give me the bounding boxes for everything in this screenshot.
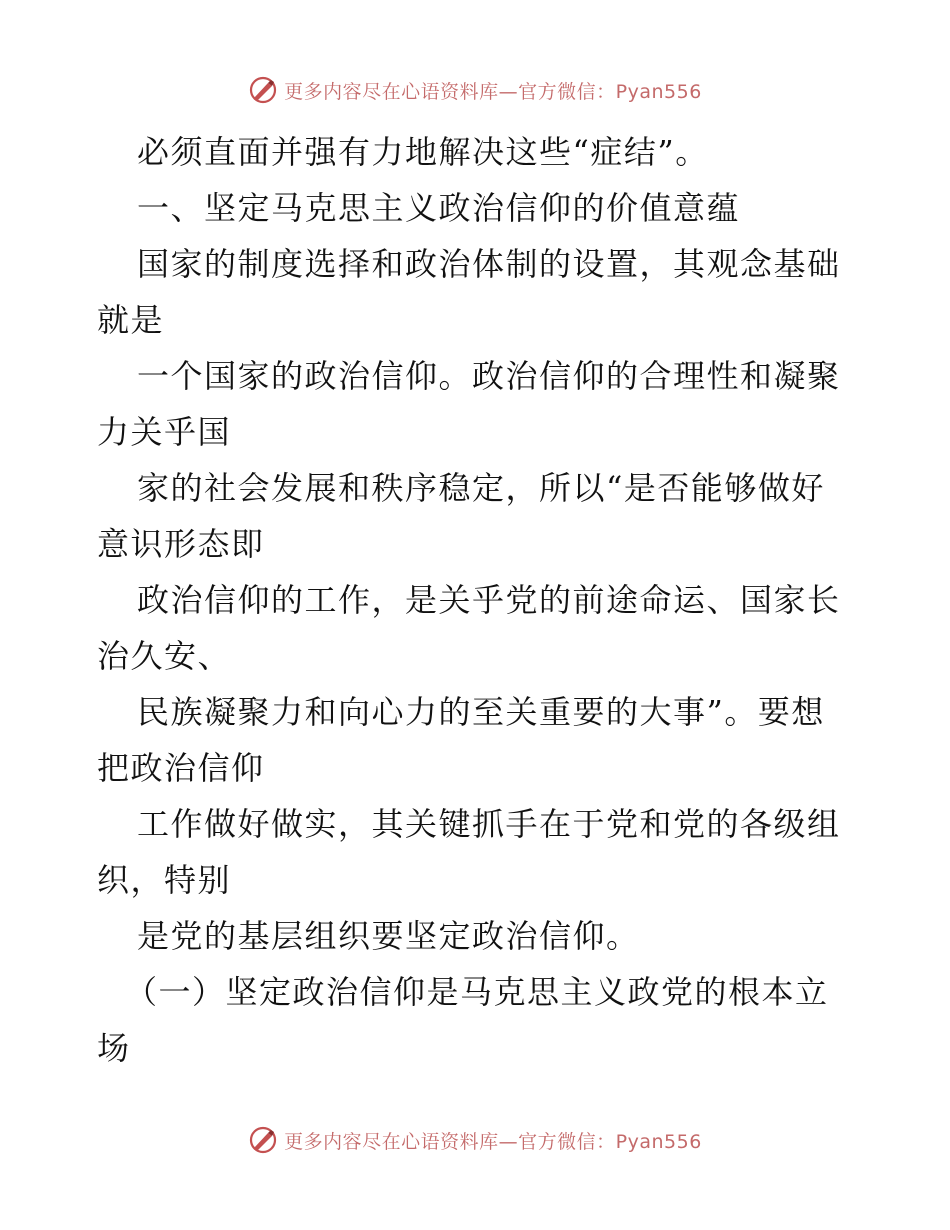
body-line: 家的社会发展和秩序稳定，所以“是否能够做好 bbox=[137, 469, 825, 507]
body-line: 工作做好做实，其关键抓手在于党和党的各级组 bbox=[137, 805, 841, 843]
pen-circle-logo-icon bbox=[248, 75, 278, 105]
body-line: 织，特别 bbox=[97, 861, 232, 899]
body-line: 把政治信仰 bbox=[97, 749, 265, 787]
body-line: 意识形态即 bbox=[97, 525, 265, 563]
body-line: 一个国家的政治信仰。政治信仰的合理性和凝聚 bbox=[137, 357, 841, 395]
body-line: 力关乎国 bbox=[97, 413, 232, 451]
header-banner bbox=[0, 70, 950, 110]
header-banner-text: 更多内容尽在心语资料库—官方微信：Pyan556 bbox=[284, 80, 702, 103]
body-line: 必须直面并强有力地解决这些“症结”。 bbox=[137, 133, 709, 171]
body-line: 是党的基层组织要坚定政治信仰。 bbox=[137, 917, 640, 955]
subsection-heading: （一）坚定政治信仰是马克思主义政党的根本立 bbox=[125, 973, 829, 1011]
footer-banner bbox=[0, 1120, 950, 1160]
pen-circle-logo-icon bbox=[248, 1125, 278, 1155]
body-line: 政治信仰的工作，是关乎党的前途命运、国家长 bbox=[137, 581, 841, 619]
body-line: 场 bbox=[97, 1029, 131, 1067]
body-line: 国家的制度选择和政治体制的设置，其观念基础 bbox=[137, 245, 841, 283]
document-body bbox=[97, 124, 857, 1076]
body-line: 民族凝聚力和向心力的至关重要的大事”。要想 bbox=[137, 693, 825, 731]
section-heading: 一、坚定马克思主义政治信仰的价值意蕴 bbox=[137, 189, 741, 227]
footer-banner-text: 更多内容尽在心语资料库—官方微信：Pyan556 bbox=[284, 1130, 702, 1153]
body-line: 就是 bbox=[97, 301, 165, 339]
body-line: 治久安、 bbox=[97, 637, 232, 675]
